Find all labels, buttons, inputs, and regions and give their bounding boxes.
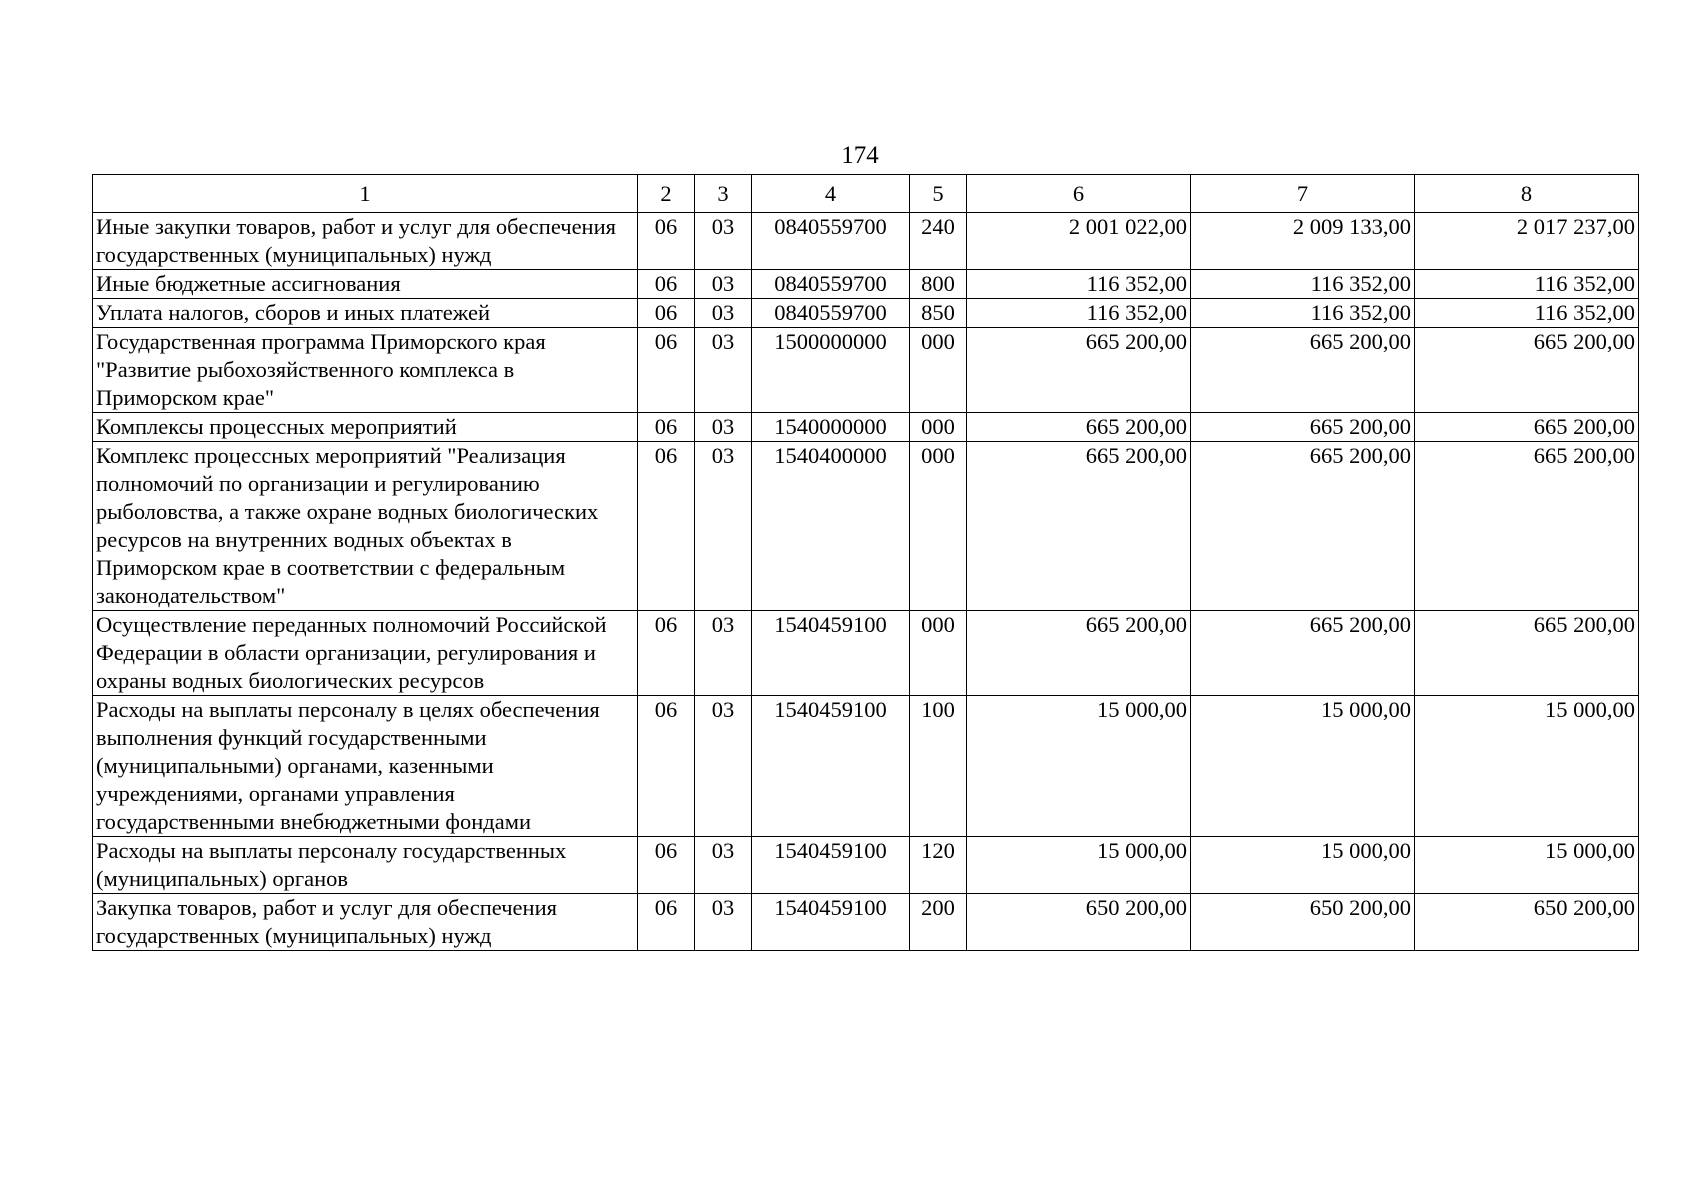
row-name-cell: Уплата налогов, сборов и иных платежей (93, 299, 638, 328)
expense-type-cell: 000 (910, 328, 967, 413)
amount-year2-cell: 665 200,00 (1191, 611, 1415, 696)
amount-year1-cell: 665 200,00 (967, 611, 1191, 696)
amount-year1-cell: 116 352,00 (967, 299, 1191, 328)
amount-year1-cell: 15 000,00 (967, 837, 1191, 894)
subsection-code-cell: 03 (695, 894, 752, 951)
amount-year2-cell: 116 352,00 (1191, 299, 1415, 328)
column-header: 4 (752, 175, 910, 213)
subsection-code-cell: 03 (695, 270, 752, 299)
target-article-cell: 1540459100 (752, 696, 910, 837)
subsection-code-cell: 03 (695, 328, 752, 413)
section-code-cell: 06 (638, 328, 695, 413)
target-article-cell: 1540400000 (752, 442, 910, 611)
subsection-code-cell: 03 (695, 837, 752, 894)
column-header: 6 (967, 175, 1191, 213)
table-row (93, 894, 1639, 951)
section-code-cell: 06 (638, 299, 695, 328)
section-code-cell: 06 (638, 894, 695, 951)
amount-year1-cell: 665 200,00 (967, 413, 1191, 442)
target-article-cell: 1540000000 (752, 413, 910, 442)
expense-type-cell: 100 (910, 696, 967, 837)
column-header: 8 (1415, 175, 1639, 213)
amount-year3-cell: 650 200,00 (1415, 894, 1639, 951)
amount-year2-cell: 665 200,00 (1191, 413, 1415, 442)
amount-year1-cell: 15 000,00 (967, 696, 1191, 837)
amount-year2-cell: 665 200,00 (1191, 328, 1415, 413)
table-row (93, 299, 1639, 328)
table-row (93, 413, 1639, 442)
subsection-code-cell: 03 (695, 611, 752, 696)
amount-year3-cell: 15 000,00 (1415, 696, 1639, 837)
amount-year3-cell: 116 352,00 (1415, 270, 1639, 299)
amount-year3-cell: 116 352,00 (1415, 299, 1639, 328)
expense-type-cell: 240 (910, 213, 967, 270)
subsection-code-cell: 03 (695, 696, 752, 837)
column-header: 2 (638, 175, 695, 213)
column-header: 5 (910, 175, 967, 213)
subsection-code-cell: 03 (695, 442, 752, 611)
row-name-cell: Закупка товаров, работ и услуг для обеспечения государственных (муниципальных) нужд (93, 894, 638, 951)
row-name-cell: Осуществление переданных полномочий Российской Федерации в области организации, регулирования и охраны водных биологических ресурсов (93, 611, 638, 696)
amount-year3-cell: 2 017 237,00 (1415, 213, 1639, 270)
page-number: 174 (841, 142, 879, 169)
amount-year3-cell: 665 200,00 (1415, 442, 1639, 611)
section-code-cell: 06 (638, 611, 695, 696)
table-row (93, 270, 1639, 299)
row-name-cell: Расходы на выплаты персоналу в целях обеспечения выполнения функций государственными (муниципальными) органами, казенными учреждениями, органами управления государственными внебюджетными фондами (93, 696, 638, 837)
amount-year2-cell: 2 009 133,00 (1191, 213, 1415, 270)
amount-year1-cell: 116 352,00 (967, 270, 1191, 299)
expense-type-cell: 800 (910, 270, 967, 299)
table-row (93, 328, 1639, 413)
section-code-cell: 06 (638, 413, 695, 442)
amount-year3-cell: 15 000,00 (1415, 837, 1639, 894)
amount-year1-cell: 650 200,00 (967, 894, 1191, 951)
header-row (93, 175, 1639, 213)
subsection-code-cell: 03 (695, 213, 752, 270)
amount-year1-cell: 665 200,00 (967, 328, 1191, 413)
section-code-cell: 06 (638, 696, 695, 837)
amount-year1-cell: 2 001 022,00 (967, 213, 1191, 270)
table-row (93, 837, 1639, 894)
target-article-cell: 1500000000 (752, 328, 910, 413)
row-name-cell: Комплекс процессных мероприятий "Реализация полномочий по организации и регулированию рыболовства, а также охране водных биологических ресурсов на внутренних водных объектах в Приморском крае в соответствии с федеральным законодательством" (93, 442, 638, 611)
row-name-cell: Государственная программа Приморского края "Развитие рыбохозяйственного комплекса в Приморском крае" (93, 328, 638, 413)
table-row (93, 696, 1639, 837)
subsection-code-cell: 03 (695, 413, 752, 442)
section-code-cell: 06 (638, 837, 695, 894)
column-header: 1 (93, 175, 638, 213)
target-article-cell: 0840559700 (752, 299, 910, 328)
budget-table (92, 174, 1639, 951)
amount-year3-cell: 665 200,00 (1415, 328, 1639, 413)
expense-type-cell: 000 (910, 442, 967, 611)
amount-year1-cell: 665 200,00 (967, 442, 1191, 611)
row-name-cell: Иные бюджетные ассигнования (93, 270, 638, 299)
section-code-cell: 06 (638, 213, 695, 270)
amount-year3-cell: 665 200,00 (1415, 611, 1639, 696)
amount-year2-cell: 15 000,00 (1191, 696, 1415, 837)
amount-year3-cell: 665 200,00 (1415, 413, 1639, 442)
subsection-code-cell: 03 (695, 299, 752, 328)
section-code-cell: 06 (638, 442, 695, 611)
amount-year2-cell: 116 352,00 (1191, 270, 1415, 299)
target-article-cell: 1540459100 (752, 611, 910, 696)
expense-type-cell: 120 (910, 837, 967, 894)
target-article-cell: 0840559700 (752, 270, 910, 299)
target-article-cell: 1540459100 (752, 837, 910, 894)
expense-type-cell: 000 (910, 413, 967, 442)
target-article-cell: 0840559700 (752, 213, 910, 270)
row-name-cell: Расходы на выплаты персоналу государственных (муниципальных) органов (93, 837, 638, 894)
section-code-cell: 06 (638, 270, 695, 299)
row-name-cell: Иные закупки товаров, работ и услуг для обеспечения государственных (муниципальных) нужд (93, 213, 638, 270)
table-row (93, 213, 1639, 270)
expense-type-cell: 850 (910, 299, 967, 328)
column-header: 3 (695, 175, 752, 213)
amount-year2-cell: 665 200,00 (1191, 442, 1415, 611)
target-article-cell: 1540459100 (752, 894, 910, 951)
expense-type-cell: 200 (910, 894, 967, 951)
row-name-cell: Комплексы процессных мероприятий (93, 413, 638, 442)
column-header: 7 (1191, 175, 1415, 213)
table-row (93, 611, 1639, 696)
table-row (93, 442, 1639, 611)
amount-year2-cell: 650 200,00 (1191, 894, 1415, 951)
amount-year2-cell: 15 000,00 (1191, 837, 1415, 894)
expense-type-cell: 000 (910, 611, 967, 696)
